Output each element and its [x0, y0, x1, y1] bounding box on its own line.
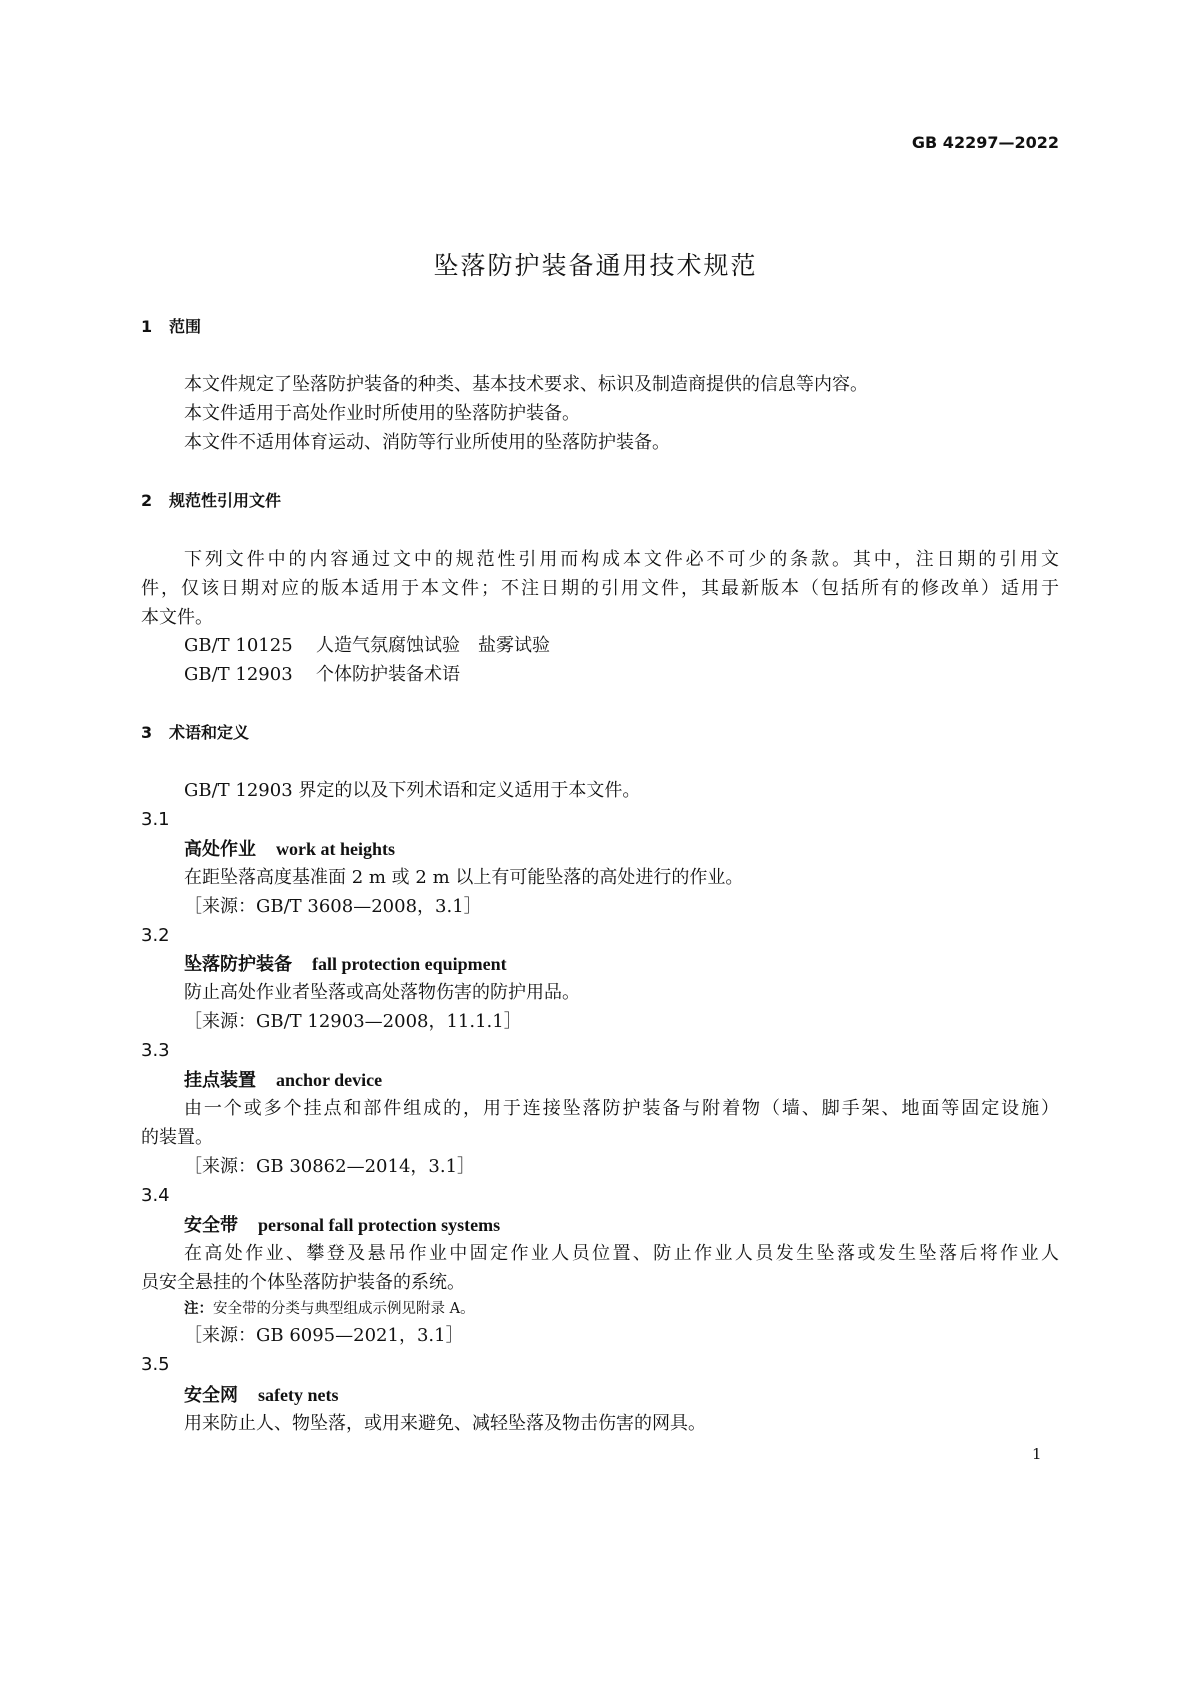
paragraph: GB/T 12903 界定的以及下列术语和定义适用于本文件。: [184, 780, 641, 801]
term-definition: 在距坠落高度基准面 2 m 或 2 m 以上有可能坠落的高处进行的作业。: [184, 867, 744, 888]
term-title: 安全网 safety nets: [184, 1385, 339, 1406]
term-number: 3.2: [141, 925, 170, 946]
term-definition: 员安全悬挂的个体坠落防护装备的系统。: [141, 1272, 465, 1293]
term-source: ［来源：GB/T 3608—2008，3.1］: [184, 896, 482, 917]
term-title: 高处作业 work at heights: [184, 839, 396, 860]
term-source: ［来源：GB/T 12903—2008，11.1.1］: [184, 1011, 522, 1032]
reference-item: GB/T 12903 个体防护装备术语: [184, 664, 460, 685]
paragraph-line: 件，仅该日期对应的版本适用于本文件；不注日期的引用文件，其最新版本（包括所有的修改单）适用于: [141, 578, 1059, 599]
term-definition: 由一个或多个挂点和部件组成的，用于连接坠落防护装备与附着物（墙、脚手架、地面等固定设施）: [184, 1098, 1059, 1119]
term-number: 3.4: [141, 1185, 170, 1206]
term-title: 坠落防护装备 fall protection equipment: [184, 954, 507, 975]
paragraph-line: 下列文件中的内容通过文中的规范性引用而构成本文件必不可少的条款。其中，注日期的引用文: [184, 549, 1059, 570]
term-source: ［来源：GB 30862—2014，3.1］: [184, 1156, 476, 1177]
section-1-heading: 1 范围: [141, 317, 202, 336]
paragraph: 本文件不适用体育运动、消防等行业所使用的坠落防护装备。: [184, 432, 670, 453]
term-number: 3.3: [141, 1040, 170, 1061]
page-title: 坠落防护装备通用技术规范: [433, 251, 758, 280]
paragraph: 本文件规定了坠落防护装备的种类、基本技术要求、标识及制造商提供的信息等内容。: [184, 374, 868, 395]
section-3-heading: 3 术语和定义: [141, 723, 250, 742]
paragraph-line: 本文件。: [141, 607, 213, 628]
term-source: ［来源：GB 6095—2021，3.1］: [184, 1325, 464, 1346]
section-2-heading: 2 规范性引用文件: [141, 491, 282, 510]
term-number: 3.1: [141, 809, 170, 830]
term-number: 3.5: [141, 1354, 170, 1375]
paragraph: 本文件适用于高处作业时所使用的坠落防护装备。: [184, 403, 580, 424]
term-title: 安全带 personal fall protection systems: [184, 1215, 501, 1236]
term-definition: 的装置。: [141, 1127, 213, 1148]
standard-number: GB 42297—2022: [911, 133, 1059, 152]
reference-item: GB/T 10125 人造气氛腐蚀试验 盐雾试验: [184, 635, 550, 656]
page-number: 1: [1032, 1445, 1042, 1463]
term-definition: 防止高处作业者坠落或高处落物伤害的防护用品。: [184, 982, 580, 1003]
term-definition: 用来防止人、物坠落，或用来避免、减轻坠落及物击伤害的网具。: [184, 1413, 706, 1434]
term-title: 挂点装置 anchor device: [184, 1070, 383, 1091]
term-definition: 在高处作业、攀登及悬吊作业中固定作业人员位置、防止作业人员发生坠落或发生坠落后将作业人: [184, 1243, 1059, 1264]
term-note: 注：安全带的分类与典型组成示例见附录 A。: [184, 1301, 475, 1317]
